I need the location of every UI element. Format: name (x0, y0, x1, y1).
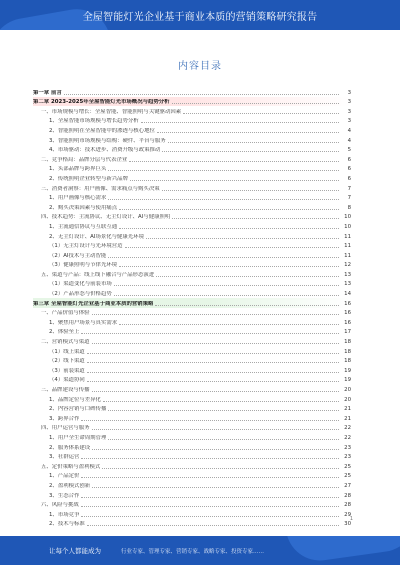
toc-entry[interactable] (33, 509, 351, 519)
toc-entry-title: 2、服务体系建设 (49, 444, 91, 451)
toc-entry-title: 3、智能照明市场规模与结构：硬件、平台与服务 (49, 137, 166, 144)
toc-entry[interactable] (33, 241, 351, 251)
toc-entry-page: 11 (344, 233, 351, 240)
toc-entry-page: 16 (344, 300, 351, 307)
toc-leader-dots (87, 372, 339, 373)
toc-entry-page: 6 (347, 156, 351, 163)
toc-leader-dots (108, 439, 339, 440)
toc-entry-title: 1、全屋智能市场规模与增长趋势分析 (49, 118, 139, 125)
toc-entry[interactable] (33, 346, 351, 356)
toc-entry-title: 五、定价策略与盈利模式 (41, 463, 101, 470)
toc-leader-dots (87, 525, 339, 526)
toc-leader-dots (168, 142, 339, 143)
toc-leader-dots (87, 381, 339, 382)
toc-entry[interactable] (33, 519, 351, 529)
footer-decoration (286, 536, 400, 565)
toc-entry-title: 2、内容营销与口碑传播 (49, 406, 107, 413)
toc-entry-page: 18 (344, 358, 351, 365)
toc-leader-dots (64, 94, 339, 95)
toc-leader-dots (81, 420, 339, 421)
footer-tagline: 行业专家、管理专家、营销专家、战略专家、投资专家…… (121, 549, 265, 555)
toc-entry[interactable] (33, 394, 351, 404)
toc-entry-page: 27 (344, 482, 351, 489)
toc-entry[interactable] (33, 87, 351, 97)
toc-entry-page: 13 (344, 281, 351, 288)
report-title: 全屋智能灯光企业基于商业本质的营销策略研究报告 (82, 12, 318, 23)
toc-entry-page: 14 (344, 291, 351, 298)
toc-entry[interactable] (33, 135, 351, 145)
toc-entry-title: （4）渠道协同 (49, 377, 85, 384)
toc-leader-dots (108, 199, 339, 200)
toc-entry[interactable] (33, 116, 351, 126)
toc-entry-title: 1、用户画像与核心需求 (49, 195, 107, 202)
page-number: 1 (349, 516, 353, 522)
toc-entry[interactable] (33, 173, 351, 183)
toc-leader-dots (87, 353, 339, 354)
toc-entry-page: 29 (344, 511, 351, 518)
toc-entry-page: 7 (347, 185, 351, 192)
toc-entry-page: 3 (347, 108, 351, 115)
toc-entry[interactable] (33, 193, 351, 203)
toc-entry-title: 1、产品定价 (49, 473, 80, 480)
toc-entry-title: 3、跨界合作 (49, 415, 80, 422)
toc-entry-page: 23 (344, 444, 351, 451)
toc-leader-dots (81, 477, 339, 478)
toc-entry-title: 五、渠道与产品：线上线下融合与产品形态演进 (41, 271, 155, 278)
toc-entry-title: （2）产品形态与价格趋势 (49, 291, 112, 298)
toc-entry[interactable] (33, 269, 351, 279)
toc-leader-dots (156, 276, 339, 277)
toc-leader-dots (81, 516, 339, 517)
toc-leader-dots (81, 497, 339, 498)
toc-entry-page: 4 (347, 137, 351, 144)
toc-entry-page: 16 (344, 310, 351, 317)
toc-entry[interactable] (33, 154, 351, 164)
toc-entry-page: 17 (344, 329, 351, 336)
toc-leader-dots (183, 113, 339, 114)
toc-leader-dots (92, 314, 339, 315)
toc-leader-dots (108, 410, 339, 411)
toc-entry[interactable] (33, 279, 351, 289)
toc-entry-page: 11 (344, 243, 351, 250)
toc-entry[interactable] (33, 404, 351, 414)
toc-entry-title: 3、生态合作 (49, 492, 80, 499)
toc-entry-title: 一、产品价值与体验 (41, 310, 90, 317)
toc-entry-title: 2、智能照明在全屋智能中的渗透与核心地位 (49, 127, 155, 134)
toc-leader-dots (162, 190, 339, 191)
toc-entry-page: 21 (344, 415, 351, 422)
toc-entry-page: 16 (344, 319, 351, 326)
report-header-banner (0, 0, 400, 30)
toc-entry[interactable] (33, 375, 351, 385)
toc-entry-page: 4 (347, 127, 351, 134)
toc-entry-page: 20 (344, 387, 351, 393)
toc-leader-dots (108, 170, 339, 171)
toc-entry[interactable] (33, 125, 351, 135)
toc-entry[interactable] (33, 356, 351, 366)
toc-entry-page: 25 (344, 463, 351, 470)
toc-entry-title: 四、技术趋势：主流协议、无主灯设计、AI与健康照明 (41, 214, 171, 221)
toc-entry[interactable] (33, 461, 351, 471)
toc-entry[interactable] (33, 423, 351, 433)
toc-entry-title: 1、聚焦用户场景与真实需求 (49, 319, 118, 326)
toc-entry-title: 第三章 全屋智能灯光企业基于商业本质的营销策略 (33, 300, 154, 307)
toc-entry-page: 13 (344, 271, 351, 278)
toc-leader-dots (119, 266, 339, 267)
toc-entry-title: 二、竞争格局：品牌分层与代表企业 (41, 156, 128, 163)
toc-entry-page: 22 (344, 425, 351, 432)
toc-entry-page: 3 (347, 99, 351, 106)
toc-entry[interactable] (33, 490, 351, 500)
toc-entry[interactable] (33, 442, 351, 452)
toc-entry-page: 19 (344, 377, 351, 384)
toc-entry-page: 20 (344, 396, 351, 403)
toc-entry[interactable] (33, 298, 351, 308)
toc-entry[interactable] (33, 365, 351, 375)
toc-entry-page: 10 (344, 223, 351, 230)
toc-leader-dots (119, 209, 339, 210)
toc-leader-dots (102, 468, 339, 469)
toc-entry-title: 1、头部品牌与跨界巨头 (49, 166, 107, 173)
toc-leader-dots (157, 132, 339, 133)
toc-entry-title: 1、品牌定位与差异化 (49, 396, 101, 403)
toc-entry-title: 2、无主灯设计、AI场景化与健康光环境 (49, 233, 144, 240)
toc-entry-page: 7 (347, 195, 351, 202)
toc-leader-dots (125, 247, 339, 248)
toc-entry[interactable] (33, 106, 351, 116)
toc-entry[interactable] (33, 480, 351, 490)
toc-entry-title: 一、市场规模与增长：全屋智能、智能照明与关键驱动因素 (41, 108, 182, 115)
toc-entry[interactable] (33, 231, 351, 241)
toc-entry-page: 23 (344, 454, 351, 461)
toc-entry-page: 28 (344, 502, 351, 509)
toc-entry-page: 11 (344, 252, 351, 259)
footer-slogan: 让每个人都能成为 (49, 547, 101, 555)
toc-entry-page: 28 (344, 492, 351, 499)
toc-leader-dots (146, 238, 339, 239)
toc-leader-dots (172, 103, 339, 104)
toc-entry-title: 2、体验至上 (49, 329, 80, 336)
toc-entry-page: 25 (344, 473, 351, 480)
toc-entry[interactable] (33, 183, 351, 193)
toc-entry[interactable] (33, 145, 351, 155)
toc-entry[interactable] (33, 413, 351, 423)
toc-entry-title: 4、市场驱动：技术进步、消费升级与政策推动 (49, 147, 161, 154)
toc-leader-dots (141, 122, 339, 123)
toc-leader-dots (129, 161, 339, 162)
toc-entry[interactable] (33, 384, 351, 394)
toc-entry[interactable] (33, 212, 351, 222)
toc-entry[interactable] (33, 250, 351, 260)
toc-leader-dots (92, 343, 339, 344)
footer-banner (0, 536, 400, 565)
toc-entry-title: 2、技术与标准 (49, 521, 85, 528)
toc-entry-title: （3）健康照明与节律光环境 (49, 262, 118, 269)
toc-entry-title: （3）前装渠道 (49, 367, 85, 374)
toc-entry-title: （1）无主灯设计与光环境营造 (49, 243, 123, 250)
toc-entry-title: 2、传统照明企业转型与新兴品牌 (49, 175, 128, 182)
toc-leader-dots (114, 295, 339, 296)
toc-entry[interactable] (33, 452, 351, 462)
toc-entry-page: 18 (344, 339, 351, 346)
toc-entry-title: 2、购买决策因素与使用痛点 (49, 204, 118, 211)
toc-entry-title: （1）渠道变化与前装市场 (49, 281, 112, 288)
toc-leader-dots (92, 449, 339, 450)
toc-entry-title: （2）线下渠道 (49, 358, 85, 365)
toc-entry[interactable] (33, 221, 351, 231)
toc-entry-title: 3、社群运营 (49, 454, 80, 461)
toc-entry[interactable] (33, 97, 351, 107)
toc-leader-dots (114, 285, 339, 286)
toc-entry[interactable] (33, 336, 351, 346)
toc-leader-dots (92, 391, 339, 392)
toc-entry-title: 2、盈利模式创新 (49, 482, 91, 489)
toc-leader-dots (92, 429, 339, 430)
toc-leader-dots (81, 506, 339, 507)
toc-leader-dots (92, 487, 339, 488)
toc-leader-dots (172, 218, 339, 219)
toc-entry-page: 3 (347, 118, 351, 125)
toc-entry-title: 三、消费者洞察：用户画像、需求痛点与购买决策 (41, 185, 160, 192)
toc-entry-page: 6 (347, 166, 351, 173)
toc-entry-page: 22 (344, 434, 351, 441)
toc-entry-page: 3 (347, 89, 351, 96)
toc-entry-title: 三、品牌建设与传播 (41, 387, 90, 393)
toc-entry-title: 1、用户全生命周期管理 (49, 434, 107, 441)
toc-entry[interactable] (33, 202, 351, 212)
toc-leader-dots (87, 362, 339, 363)
toc-entry-title: 1、主流通信协议与互联互通 (49, 223, 118, 230)
toc-leader-dots (119, 324, 339, 325)
toc-leader-dots (155, 305, 339, 306)
toc-entry[interactable] (33, 500, 351, 510)
toc-entry-title: 四、用户运营与服务 (41, 425, 90, 432)
toc-leader-dots (119, 228, 339, 229)
toc-entry[interactable] (33, 164, 351, 174)
toc-entry-page: 30 (344, 521, 351, 528)
toc-entry-page: 6 (347, 175, 351, 182)
toc-entry[interactable] (33, 260, 351, 270)
toc-entry-title: 二、营销模式与渠道 (41, 339, 90, 346)
toc-leader-dots (103, 401, 339, 402)
toc-leader-dots (162, 151, 339, 152)
toc-entry[interactable] (33, 471, 351, 481)
toc-entry[interactable] (33, 308, 351, 318)
toc-entry-title: 六、风险与挑战 (41, 502, 79, 509)
toc-entry[interactable] (33, 317, 351, 327)
toc-entry[interactable] (33, 288, 351, 298)
toc-entry[interactable] (33, 432, 351, 442)
toc-entry-title: 第一章 前言 (33, 89, 62, 96)
toc-entry-page: 5 (347, 147, 351, 154)
table-of-contents (33, 87, 351, 528)
toc-entry-page: 18 (344, 348, 351, 355)
toc-leader-dots (130, 180, 339, 181)
toc-entry-title: 1、市场竞争 (49, 511, 80, 518)
toc-entry-title: （1）线上渠道 (49, 348, 85, 355)
toc-leader-dots (81, 458, 339, 459)
toc-entry-page: 8 (347, 204, 351, 211)
toc-entry-page: 21 (344, 406, 351, 413)
toc-entry-page: 10 (344, 214, 351, 221)
toc-leader-dots (108, 257, 339, 258)
toc-entry-page: 12 (344, 262, 351, 269)
toc-entry[interactable] (33, 327, 351, 337)
toc-entry-title: （2）AI技术与主动智能 (49, 252, 107, 259)
toc-leader-dots (81, 333, 339, 334)
toc-heading: 内容目录 (178, 61, 222, 72)
toc-entry-page: 19 (344, 367, 351, 374)
toc-entry-title: 第二章 2023-2025年全屋智能灯光市场概况与趋势分析 (33, 99, 170, 106)
